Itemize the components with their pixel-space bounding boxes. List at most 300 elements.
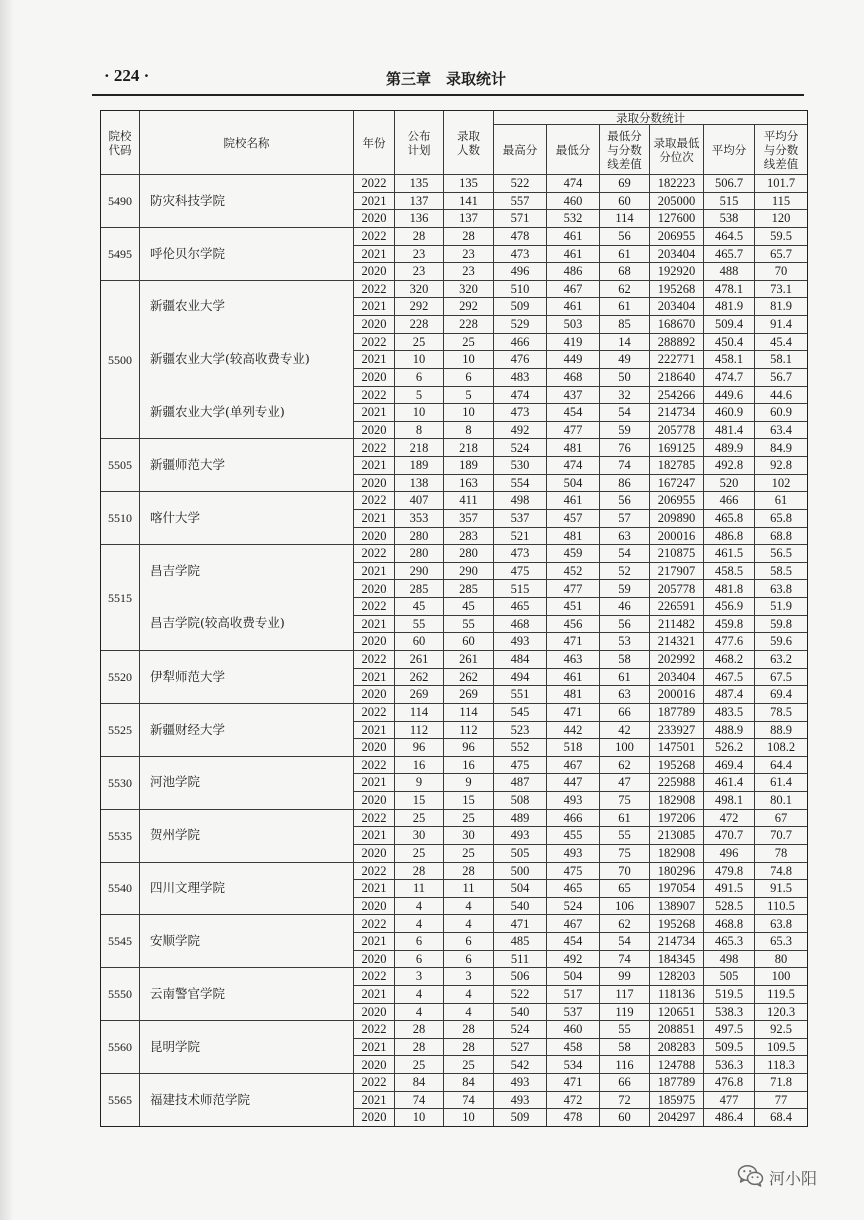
min-rank-cell: 214321	[649, 632, 703, 650]
school-name: 昆明学院	[139, 1020, 353, 1073]
min-score-cell: 537	[546, 1003, 599, 1021]
avg-diff-cell: 44.6	[754, 386, 807, 404]
admitted-cell: 141	[443, 192, 493, 210]
min-score-cell: 481	[546, 685, 599, 703]
avg-score-cell: 509.4	[703, 315, 754, 333]
year-cell: 2021	[353, 879, 394, 897]
avg-score-cell: 465.8	[703, 509, 754, 527]
avg-diff-cell: 63.2	[754, 650, 807, 668]
year-cell: 2021	[353, 1038, 394, 1056]
header-line: 录取最低	[653, 135, 700, 150]
year-cell: 2020	[353, 1108, 394, 1126]
avg-diff-cell: 70.7	[754, 826, 807, 844]
avg-diff-cell: 115	[754, 192, 807, 210]
max-score-cell: 493	[493, 826, 546, 844]
avg-score-cell: 492.8	[703, 456, 754, 474]
avg-diff-cell: 100	[754, 967, 807, 985]
min-rank-cell: 200016	[649, 527, 703, 545]
min-score-cell: 457	[546, 509, 599, 527]
school-name: 云南警官学院	[139, 967, 353, 1020]
min-rank-cell: 124788	[649, 1055, 703, 1073]
max-score-cell: 511	[493, 950, 546, 968]
min-rank-cell: 187789	[649, 1073, 703, 1091]
min-diff-cell: 46	[599, 597, 649, 615]
admitted-cell: 411	[443, 491, 493, 509]
plan-cell: 28	[394, 1020, 443, 1038]
min-rank-cell: 208283	[649, 1038, 703, 1056]
max-score-cell: 509	[493, 297, 546, 315]
avg-score-cell: 498.1	[703, 791, 754, 809]
school-name: 新疆农业大学(单列专业)	[139, 386, 353, 439]
admitted-cell: 10	[443, 350, 493, 368]
min-rank-cell: 197206	[649, 809, 703, 827]
header-line: 人数	[457, 142, 480, 157]
plan-cell: 10	[394, 403, 443, 421]
min-rank-cell: 195268	[649, 914, 703, 932]
admission-stats-table	[100, 110, 808, 1127]
school-name: 防灾科技学院	[139, 174, 353, 227]
min-rank-cell: 208851	[649, 1020, 703, 1038]
max-score-cell: 521	[493, 527, 546, 545]
header-avg-score	[703, 124, 754, 174]
plan-cell: 25	[394, 809, 443, 827]
avg-diff-cell: 110.5	[754, 897, 807, 915]
school-name: 河池学院	[139, 756, 353, 809]
year-cell: 2021	[353, 192, 394, 210]
school-code: 5510	[101, 491, 139, 544]
admitted-cell: 112	[443, 721, 493, 739]
min-diff-cell: 56	[599, 615, 649, 633]
plan-cell: 5	[394, 386, 443, 404]
min-rank-cell: 205778	[649, 421, 703, 439]
avg-diff-cell: 109.5	[754, 1038, 807, 1056]
avg-score-cell: 474.7	[703, 368, 754, 386]
avg-score-cell: 466	[703, 491, 754, 509]
min-diff-cell: 66	[599, 1073, 649, 1091]
max-score-cell: 571	[493, 209, 546, 227]
max-score-cell: 515	[493, 579, 546, 597]
min-diff-cell: 69	[599, 174, 649, 192]
plan-cell: 10	[394, 350, 443, 368]
avg-score-cell: 469.4	[703, 756, 754, 774]
year-cell: 2021	[353, 245, 394, 263]
avg-diff-cell: 67	[754, 809, 807, 827]
min-diff-cell: 61	[599, 245, 649, 263]
header-max-score	[493, 124, 546, 174]
year-cell: 2020	[353, 844, 394, 862]
plan-cell: 4	[394, 1003, 443, 1021]
school-name: 伊犁师范大学	[139, 650, 353, 703]
plan-cell: 84	[394, 1073, 443, 1091]
admitted-cell: 4	[443, 914, 493, 932]
min-diff-cell: 52	[599, 562, 649, 580]
year-cell: 2020	[353, 209, 394, 227]
avg-diff-cell: 58.1	[754, 350, 807, 368]
avg-diff-cell: 71.8	[754, 1073, 807, 1091]
school-code: 5540	[101, 862, 139, 915]
min-score-cell: 455	[546, 826, 599, 844]
school-name: 昌吉学院	[139, 544, 353, 597]
plan-cell: 261	[394, 650, 443, 668]
min-score-cell: 463	[546, 650, 599, 668]
header-avg-score-diff	[754, 124, 807, 174]
min-rank-cell: 128203	[649, 967, 703, 985]
avg-score-cell: 478.1	[703, 280, 754, 298]
min-score-cell: 467	[546, 280, 599, 298]
school-name: 昌吉学院(较高收费专业)	[139, 597, 353, 650]
min-rank-cell: 185975	[649, 1091, 703, 1109]
year-cell: 2020	[353, 474, 394, 492]
min-diff-cell: 119	[599, 1003, 649, 1021]
chapter-title: 第三章 录取统计	[386, 70, 507, 88]
max-score-cell: 494	[493, 668, 546, 686]
admitted-cell: 28	[443, 1038, 493, 1056]
avg-score-cell: 515	[703, 192, 754, 210]
min-score-cell: 465	[546, 879, 599, 897]
plan-cell: 10	[394, 1108, 443, 1126]
max-score-cell: 493	[493, 1073, 546, 1091]
avg-score-cell: 477	[703, 1091, 754, 1109]
min-rank-cell: 118136	[649, 985, 703, 1003]
year-cell: 2022	[353, 1073, 394, 1091]
admitted-cell: 23	[443, 245, 493, 263]
min-rank-cell: 147501	[649, 738, 703, 756]
max-score-cell: 493	[493, 632, 546, 650]
min-score-cell: 456	[546, 615, 599, 633]
admitted-cell: 96	[443, 738, 493, 756]
min-score-cell: 517	[546, 985, 599, 1003]
min-diff-cell: 54	[599, 932, 649, 950]
school-code: 5525	[101, 703, 139, 756]
max-score-cell: 475	[493, 562, 546, 580]
avg-score-cell: 528.5	[703, 897, 754, 915]
min-score-cell: 449	[546, 350, 599, 368]
admitted-cell: 25	[443, 809, 493, 827]
min-score-cell: 481	[546, 438, 599, 456]
year-cell: 2022	[353, 333, 394, 351]
avg-diff-cell: 69.4	[754, 685, 807, 703]
avg-diff-cell: 84.9	[754, 438, 807, 456]
avg-score-cell: 481.4	[703, 421, 754, 439]
page-number: · 224 ·	[104, 66, 150, 85]
avg-diff-cell: 91.4	[754, 315, 807, 333]
header-line: 录取	[457, 128, 480, 143]
min-score-cell: 474	[546, 174, 599, 192]
admitted-cell: 25	[443, 1055, 493, 1073]
admitted-cell: 28	[443, 1020, 493, 1038]
min-score-cell: 504	[546, 967, 599, 985]
avg-score-cell: 488.9	[703, 721, 754, 739]
min-diff-cell: 74	[599, 456, 649, 474]
avg-score-cell: 519.5	[703, 985, 754, 1003]
max-score-cell: 524	[493, 1020, 546, 1038]
plan-cell: 4	[394, 897, 443, 915]
year-cell: 2020	[353, 632, 394, 650]
min-diff-cell: 55	[599, 826, 649, 844]
avg-score-cell: 489.9	[703, 438, 754, 456]
max-score-cell: 465	[493, 597, 546, 615]
avg-score-cell: 468.2	[703, 650, 754, 668]
min-score-cell: 504	[546, 474, 599, 492]
min-rank-cell: 167247	[649, 474, 703, 492]
year-cell: 2021	[353, 297, 394, 315]
plan-cell: 6	[394, 368, 443, 386]
min-diff-cell: 63	[599, 527, 649, 545]
admitted-cell: 45	[443, 597, 493, 615]
plan-cell: 74	[394, 1091, 443, 1109]
admitted-cell: 6	[443, 950, 493, 968]
school-name: 呼伦贝尔学院	[139, 227, 353, 280]
min-score-cell: 467	[546, 756, 599, 774]
year-cell: 2021	[353, 509, 394, 527]
min-rank-cell: 197054	[649, 879, 703, 897]
min-score-cell: 471	[546, 1073, 599, 1091]
avg-score-cell: 487.4	[703, 685, 754, 703]
header-line: 线差值	[763, 156, 799, 171]
avg-diff-cell: 102	[754, 474, 807, 492]
header-line: 最低分	[555, 142, 591, 157]
avg-diff-cell: 45.4	[754, 333, 807, 351]
min-score-cell: 467	[546, 914, 599, 932]
header-line: 公布	[407, 128, 431, 143]
min-rank-cell: 180296	[649, 862, 703, 880]
header-school-code	[101, 111, 139, 174]
max-score-cell: 510	[493, 280, 546, 298]
avg-diff-cell: 61	[754, 491, 807, 509]
plan-cell: 138	[394, 474, 443, 492]
avg-diff-cell: 59.6	[754, 632, 807, 650]
max-score-cell: 476	[493, 350, 546, 368]
min-score-cell: 466	[546, 809, 599, 827]
min-score-cell: 419	[546, 333, 599, 351]
avg-diff-cell: 63.8	[754, 579, 807, 597]
avg-score-cell: 496	[703, 844, 754, 862]
school-code: 5500	[101, 280, 139, 439]
min-rank-cell: 195268	[649, 280, 703, 298]
min-diff-cell: 85	[599, 315, 649, 333]
plan-cell: 285	[394, 579, 443, 597]
plan-cell: 25	[394, 844, 443, 862]
avg-score-cell: 520	[703, 474, 754, 492]
min-score-cell: 524	[546, 897, 599, 915]
avg-score-cell: 481.8	[703, 579, 754, 597]
min-diff-cell: 117	[599, 985, 649, 1003]
admitted-cell: 135	[443, 174, 493, 192]
min-score-cell: 477	[546, 579, 599, 597]
max-score-cell: 557	[493, 192, 546, 210]
plan-cell: 3	[394, 967, 443, 985]
min-diff-cell: 61	[599, 809, 649, 827]
min-rank-cell: 233927	[649, 721, 703, 739]
header-rule	[92, 94, 804, 96]
max-score-cell: 478	[493, 227, 546, 245]
plan-cell: 28	[394, 862, 443, 880]
avg-score-cell: 486.4	[703, 1108, 754, 1126]
header-line: 院校	[108, 128, 132, 143]
year-cell: 2020	[353, 579, 394, 597]
year-cell: 2022	[353, 809, 394, 827]
min-rank-cell: 214734	[649, 932, 703, 950]
plan-cell: 23	[394, 262, 443, 280]
max-score-cell: 522	[493, 985, 546, 1003]
admitted-cell: 4	[443, 1003, 493, 1021]
min-score-cell: 477	[546, 421, 599, 439]
avg-diff-cell: 60.9	[754, 403, 807, 421]
min-rank-cell: 205000	[649, 192, 703, 210]
min-score-cell: 503	[546, 315, 599, 333]
max-score-cell: 505	[493, 844, 546, 862]
min-rank-cell: 211482	[649, 615, 703, 633]
year-cell: 2022	[353, 491, 394, 509]
plan-cell: 407	[394, 491, 443, 509]
min-diff-cell: 59	[599, 421, 649, 439]
min-score-cell: 461	[546, 297, 599, 315]
max-score-cell: 551	[493, 685, 546, 703]
avg-score-cell: 526.2	[703, 738, 754, 756]
plan-cell: 55	[394, 615, 443, 633]
admitted-cell: 9	[443, 773, 493, 791]
admitted-cell: 280	[443, 544, 493, 562]
year-cell: 2022	[353, 914, 394, 932]
min-diff-cell: 58	[599, 1038, 649, 1056]
school-name: 安顺学院	[139, 914, 353, 967]
min-diff-cell: 62	[599, 280, 649, 298]
min-diff-cell: 49	[599, 350, 649, 368]
admitted-cell: 290	[443, 562, 493, 580]
min-diff-cell: 86	[599, 474, 649, 492]
admitted-cell: 25	[443, 844, 493, 862]
plan-cell: 218	[394, 438, 443, 456]
min-diff-cell: 65	[599, 879, 649, 897]
year-cell: 2020	[353, 791, 394, 809]
wechat-watermark	[737, 1165, 817, 1189]
min-score-cell: 471	[546, 632, 599, 650]
max-score-cell: 466	[493, 333, 546, 351]
min-score-cell: 532	[546, 209, 599, 227]
max-score-cell: 529	[493, 315, 546, 333]
min-diff-cell: 53	[599, 632, 649, 650]
avg-score-cell: 467.5	[703, 668, 754, 686]
year-cell: 2022	[353, 967, 394, 985]
max-score-cell: 522	[493, 174, 546, 192]
avg-diff-cell: 63.4	[754, 421, 807, 439]
max-score-cell: 473	[493, 403, 546, 421]
min-diff-cell: 47	[599, 773, 649, 791]
admitted-cell: 25	[443, 333, 493, 351]
avg-diff-cell: 74.8	[754, 862, 807, 880]
admitted-cell: 6	[443, 932, 493, 950]
admitted-cell: 60	[443, 632, 493, 650]
admitted-cell: 15	[443, 791, 493, 809]
max-score-cell: 504	[493, 879, 546, 897]
min-score-cell: 461	[546, 668, 599, 686]
plan-cell: 45	[394, 597, 443, 615]
avg-diff-cell: 68.8	[754, 527, 807, 545]
avg-diff-cell: 77	[754, 1091, 807, 1109]
min-score-cell: 481	[546, 527, 599, 545]
avg-diff-cell: 56.7	[754, 368, 807, 386]
min-diff-cell: 61	[599, 297, 649, 315]
year-cell: 2020	[353, 527, 394, 545]
avg-diff-cell: 91.5	[754, 879, 807, 897]
max-score-cell: 524	[493, 438, 546, 456]
avg-diff-cell: 88.9	[754, 721, 807, 739]
school-name: 新疆农业大学(较高收费专业)	[139, 333, 353, 386]
year-cell: 2020	[353, 421, 394, 439]
min-score-cell: 493	[546, 791, 599, 809]
year-cell: 2020	[353, 738, 394, 756]
avg-score-cell: 479.8	[703, 862, 754, 880]
plan-cell: 6	[394, 932, 443, 950]
max-score-cell: 540	[493, 897, 546, 915]
avg-score-cell: 488	[703, 262, 754, 280]
year-cell: 2021	[353, 456, 394, 474]
min-diff-cell: 75	[599, 791, 649, 809]
min-score-cell: 472	[546, 1091, 599, 1109]
min-score-cell: 451	[546, 597, 599, 615]
avg-diff-cell: 92.5	[754, 1020, 807, 1038]
avg-score-cell: 476.8	[703, 1073, 754, 1091]
avg-score-cell: 477.6	[703, 632, 754, 650]
school-code: 5490	[101, 174, 139, 227]
min-rank-cell: 217907	[649, 562, 703, 580]
min-rank-cell: 169125	[649, 438, 703, 456]
min-score-cell: 475	[546, 862, 599, 880]
avg-diff-cell: 81.9	[754, 297, 807, 315]
year-cell: 2022	[353, 386, 394, 404]
school-code: 5505	[101, 438, 139, 491]
avg-diff-cell: 120	[754, 209, 807, 227]
header-line: 最低分	[607, 128, 642, 143]
min-score-cell: 493	[546, 844, 599, 862]
year-cell: 2020	[353, 685, 394, 703]
min-diff-cell: 74	[599, 950, 649, 968]
avg-score-cell: 460.9	[703, 403, 754, 421]
avg-score-cell: 464.5	[703, 227, 754, 245]
plan-cell: 4	[394, 914, 443, 932]
plan-cell: 28	[394, 1038, 443, 1056]
min-diff-cell: 58	[599, 650, 649, 668]
avg-diff-cell: 59.5	[754, 227, 807, 245]
admitted-cell: 283	[443, 527, 493, 545]
min-rank-cell: 209890	[649, 509, 703, 527]
school-code: 5565	[101, 1073, 139, 1126]
min-diff-cell: 116	[599, 1055, 649, 1073]
admitted-cell: 357	[443, 509, 493, 527]
plan-cell: 9	[394, 773, 443, 791]
year-cell: 2022	[353, 597, 394, 615]
avg-diff-cell: 120.3	[754, 1003, 807, 1021]
avg-diff-cell: 80.1	[754, 791, 807, 809]
avg-score-cell: 461.5	[703, 544, 754, 562]
min-diff-cell: 54	[599, 403, 649, 421]
avg-score-cell: 465.3	[703, 932, 754, 950]
plan-cell: 114	[394, 703, 443, 721]
header-admitted-count	[443, 111, 493, 174]
min-diff-cell: 100	[599, 738, 649, 756]
watermark-label: 河小阳	[769, 1168, 818, 1188]
max-score-cell: 492	[493, 421, 546, 439]
header-published-plan	[394, 111, 443, 174]
header-line: 计划	[407, 142, 431, 157]
max-score-cell: 487	[493, 773, 546, 791]
header-line: 代码	[108, 142, 132, 157]
school-name: 新疆农业大学	[139, 280, 353, 333]
admitted-cell: 228	[443, 315, 493, 333]
year-cell: 2021	[353, 721, 394, 739]
avg-diff-cell: 51.9	[754, 597, 807, 615]
min-score-cell: 447	[546, 773, 599, 791]
